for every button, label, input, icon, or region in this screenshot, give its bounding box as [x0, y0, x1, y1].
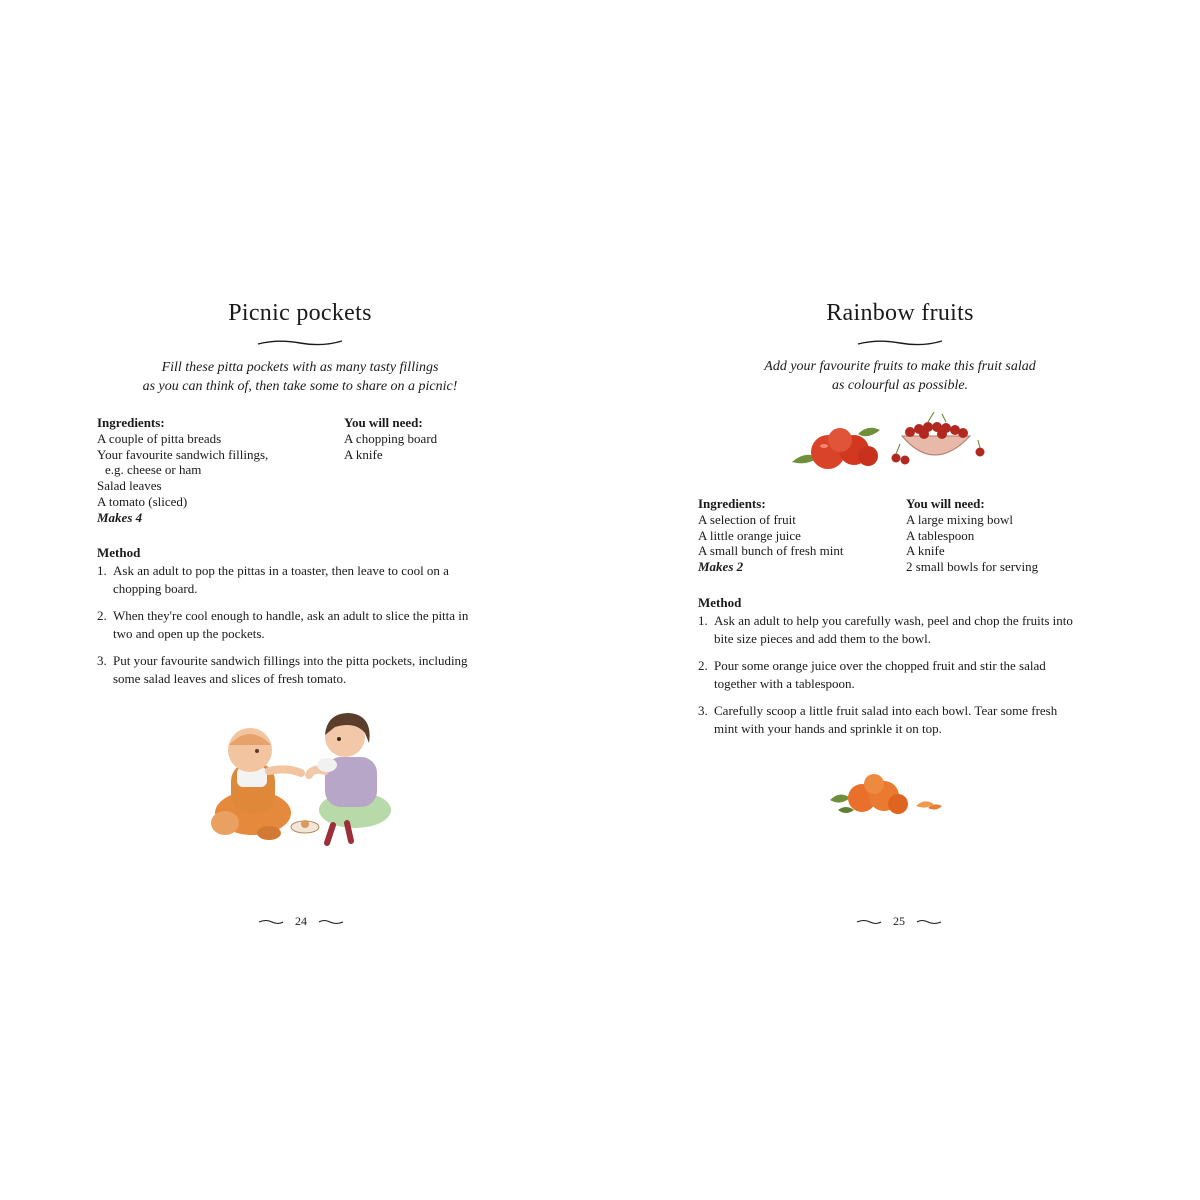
recipe-title: Rainbow fruits [826, 300, 974, 326]
step-text: Carefully scoop a little fruit salad into each bowl. Tear some fresh mint with your hands and sprinkle it on top. [714, 703, 1058, 736]
right-page [600, 0, 1200, 1200]
equipment-heading: You will need: [906, 496, 985, 511]
intro-line: as you can think of, then take some to share on a picnic! [142, 379, 458, 394]
step-text: Put your favourite sandwich fillings into the pitta pockets, including some salad leaves and slices of fresh tomato. [113, 653, 468, 686]
page-number: 24 [295, 914, 307, 928]
page-number-footer [258, 914, 344, 928]
step-number: 2. [97, 608, 107, 623]
right-swash-icon [318, 918, 344, 926]
step-text: Pour some orange juice over the chopped fruit and stir the salad together with a tablespoon. [714, 658, 1046, 691]
page-number: 25 [893, 914, 905, 928]
step-text: Ask an adult to pop the pittas in a toaster, then leave to cool on a chopping board. [113, 563, 449, 596]
ingredient-item: A small bunch of fresh mint [698, 543, 844, 559]
step-text: When they're cool enough to handle, ask an adult to slice the pitta in two and open up the pockets. [113, 608, 469, 641]
fruit-bowl-illustration [788, 410, 988, 472]
equipment-item: A chopping board [344, 430, 438, 446]
method-heading: Method [698, 595, 742, 610]
step-number: 1. [698, 613, 708, 628]
method-step [97, 607, 482, 643]
ingredient-item: A couple of pitta breads [97, 430, 222, 446]
method-section [698, 595, 1080, 747]
step-number: 2. [698, 658, 708, 673]
children-picnic-illustration [205, 705, 400, 850]
intro-line: Add your favourite fruits to make this fruit salad [764, 359, 1036, 374]
step-number: 1. [97, 563, 107, 578]
right-swash-icon [916, 918, 942, 926]
method-heading: Method [97, 545, 141, 560]
method-step [698, 612, 1080, 648]
equipment-item: A tablespoon [906, 527, 975, 543]
step-text: Ask an adult to help you carefully wash, peel and chop the fruits into bite size pieces and add them to the bowl. [714, 613, 1073, 646]
method-step [97, 652, 482, 688]
equipment-item: A knife [906, 543, 945, 559]
step-number: 3. [698, 703, 708, 718]
ingredients-heading: Ingredients: [698, 496, 766, 511]
ingredient-item: Your favourite sandwich fillings, [97, 446, 269, 462]
recipe-intro [600, 357, 1200, 395]
title-swash-ornament [856, 338, 944, 348]
ingredients-list [97, 415, 268, 526]
ingredient-item: A tomato (sliced) [97, 493, 188, 509]
oranges-illustration [828, 770, 946, 818]
ingredient-item: A selection of fruit [698, 511, 796, 527]
method-step [97, 562, 482, 598]
ingredient-item: A little orange juice [698, 527, 801, 543]
step-number: 3. [97, 653, 107, 668]
method-section [97, 545, 482, 697]
method-step [698, 702, 1080, 738]
ingredient-item: e.g. cheese or ham [105, 462, 202, 478]
intro-line: as colourful as possible. [831, 378, 969, 393]
equipment-heading: You will need: [344, 415, 423, 430]
ingredient-item: Salad leaves [97, 478, 162, 494]
equipment-item: 2 small bowls for serving [906, 559, 1039, 575]
intro-line: Fill these pitta pockets with as many tasty fillings [161, 360, 439, 375]
makes-count: Makes 2 [698, 559, 744, 575]
equipment-item: A large mixing bowl [906, 511, 1014, 527]
left-swash-icon [258, 918, 284, 926]
page-number-footer [856, 914, 942, 928]
recipe-title: Picnic pockets [228, 300, 372, 326]
equipment-list [906, 496, 1038, 575]
left-swash-icon [856, 918, 882, 926]
equipment-item: A knife [344, 446, 383, 462]
ingredients-heading: Ingredients: [97, 415, 165, 430]
recipe-intro [0, 358, 600, 396]
ingredients-list [698, 496, 844, 575]
title-swash-ornament [256, 338, 344, 348]
makes-count: Makes 4 [97, 509, 143, 525]
method-step [698, 657, 1080, 693]
equipment-list [344, 415, 437, 462]
